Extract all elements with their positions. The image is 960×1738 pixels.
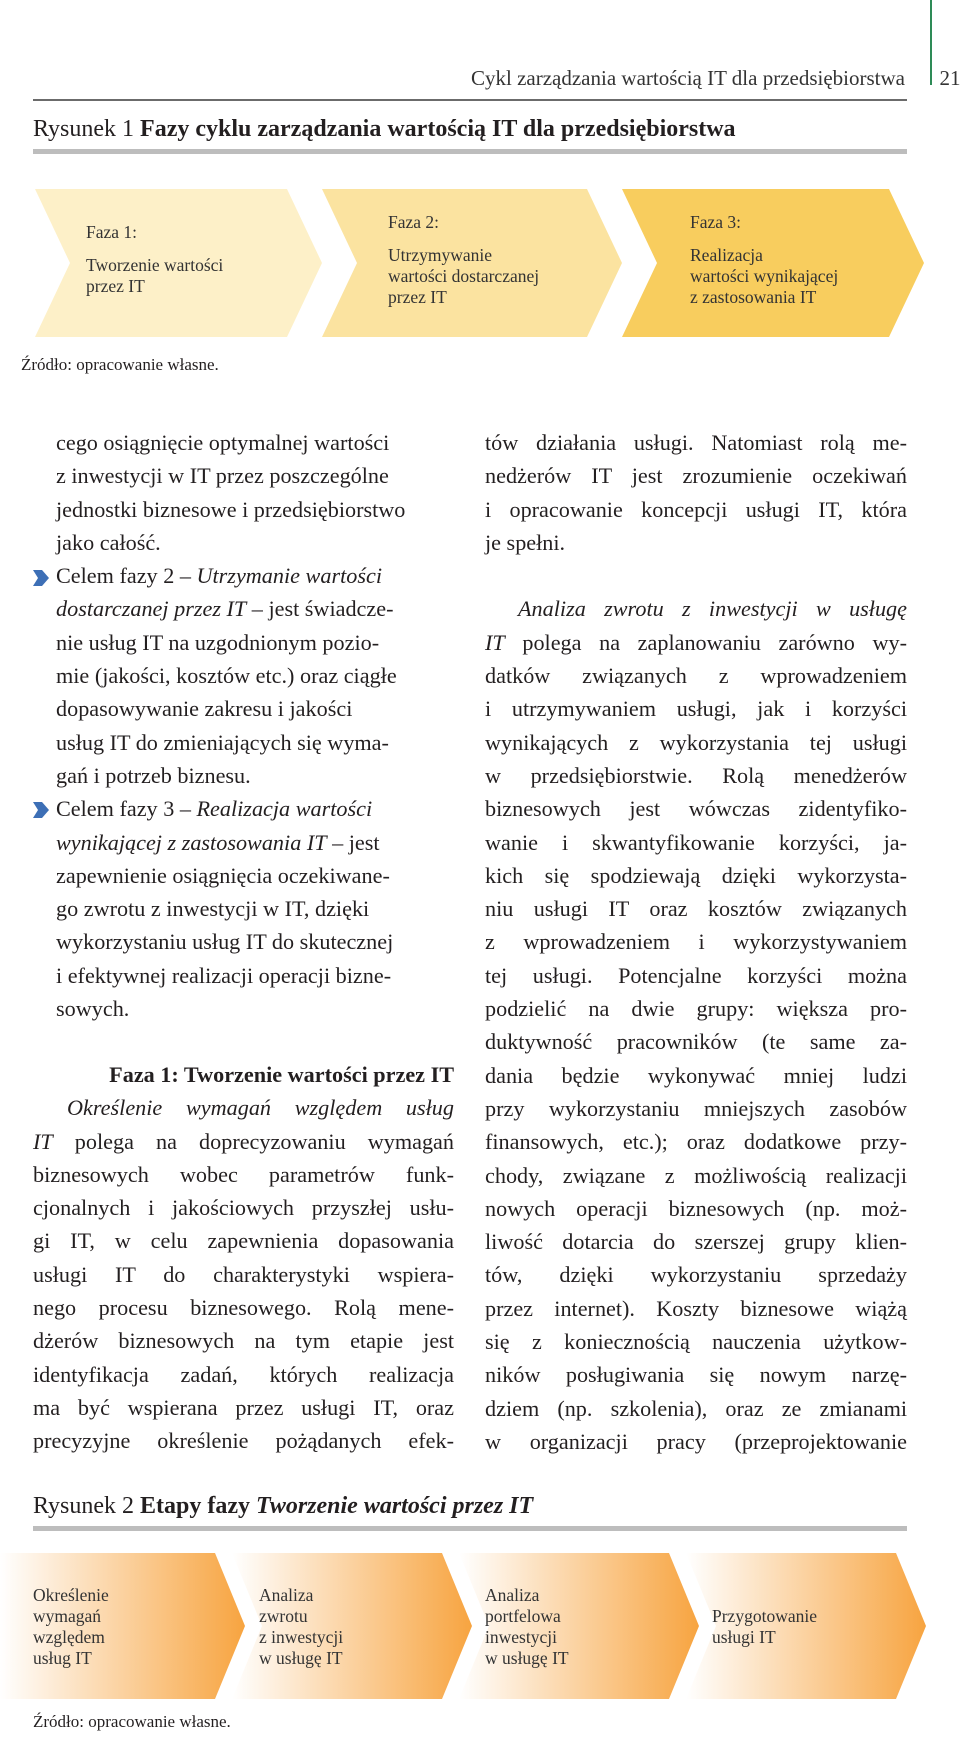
- figure2-source: Źródło: opracowanie własne.: [33, 1712, 231, 1731]
- figure2-title: Rysunek 2 Etapy fazy Tworzenie wartości przez IT: [33, 1493, 534, 1519]
- arrow-bullet-icon: [30, 566, 52, 590]
- stage4-text: Przygotowanie usługi IT: [712, 1606, 817, 1647]
- phase3-name: Faza 3:: [690, 212, 742, 232]
- stage1-text: Określenie wymagań względem usług IT: [33, 1585, 109, 1668]
- header-rule: [33, 99, 907, 101]
- figure1-source: Źródło: opracowanie własne.: [21, 355, 219, 374]
- figure1-title: Rysunek 1 Fazy cyklu zarządzania wartością IT dla przedsiębiorstwa: [33, 116, 736, 142]
- arrow-bullet-icon: [30, 798, 52, 822]
- bullet3-line2: wynikającej z zastosowania IT – jest: [56, 829, 380, 855]
- phase2-text: Faza 2: Utrzymywanie wartości dostarczanej przez IT: [388, 212, 540, 307]
- right-column: tów działania usługi. Natomiast rolą me- nedżerów IT jest zrozumienie oczekiwań i opracowanie koncepcji usługi IT, która je spełni. Analiza zwrotu z inwestycji w usługę IT polega na zaplanowaniu zarówno wy- datków związanych z wprowadzeniem i utrzymywaniem usługi, jak i korzyści wynikających z wykorzystania tej usługi w przedsiębiorstwie. Rolą menedżerów biznesowych jest wówczas zidentyfiko- wanie i skwantyfikowanie korzyści, ja- kich się spodziewają dzięki wykorzysta- niu usługi IT oraz kosztów związanych z wprowadzeniem i wykorzystywaniem tej usługi. Potencjalne korzyści można podzielić na dwie grupy: większa pro- duktywność pracowników (te same za- dania będzie wykonywać mniej ludzi przy wykorzystaniu mniejszych zasobów finansowych, etc.); oraz dodatkowe przy- chody, związane z możliwością realizacji nowych operacji biznesowych (np. moż- liwość dotarcia do szerszej grupy klien- tów, dzięki wykorzystaniu sprzedaży przez internet). Koszty biznesowe wiążą się z koniecznością nauczenia użytkow- ników posługiwania się nowym narzę- dziem (np. szkolenia), oraz ze zmianami w organizacji pracy (przeprojektowanie: [485, 430, 907, 1454]
- section-heading: Faza 1: Tworzenie wartości przez IT: [109, 1062, 454, 1087]
- para-line2: IT polega na doprecyzowaniu wymagań: [33, 1128, 454, 1154]
- phase1-name: Faza 1:: [86, 222, 138, 242]
- figure2-rule: [33, 1526, 907, 1531]
- phase2-name: Faza 2:: [388, 212, 440, 232]
- phase1-text: Faza 1: Tworzenie wartości przez IT: [86, 222, 224, 296]
- right-para-line1: Analiza zwrotu z inwestycji w usługę: [518, 596, 907, 622]
- running-title: Cykl zarządzania wartością IT dla przedsiębiorstwa: [470, 66, 905, 90]
- para-line1: Określenie wymagań względem usług: [67, 1095, 454, 1121]
- margin-accent-line: [930, 0, 932, 85]
- left-column: cego osiągnięcie optymalnej wartości z inwestycji w IT przez poszczególne jednostki biznesowe i przedsiębiorstwo jako całość. Celem fazy 2 – Utrzymanie wartości dostarczanej przez IT – jest świadcze- nie usług IT na uzgodnionym pozio- mie (jakości, kosztów etc.) oraz ciągłe dopasowywanie zakresu i jakości usług IT do zmieniających się wyma- gań i potrzeb biznesu. Celem fazy 3 – Realizacja wartości wynikającej z zastosowania IT – jest zapewnienie osiągnięcia oczekiwane- go zwrotu z inwestycji w IT, dzięki wykorzystaniu usług IT do skutecznej i efektywnej realizacji operacji bizne- sowych.: [56, 426, 454, 1025]
- stage2-text: Analiza zwrotu z inwestycji w usługę IT: [259, 1585, 344, 1668]
- bullet2-line2: dostarczanej przez IT – jest świadcze-: [56, 596, 394, 622]
- figure1-rule: [33, 149, 907, 154]
- bullet2-line1: Celem fazy 2 – Utrzymanie wartości: [56, 563, 382, 589]
- page-number: 21: [939, 66, 960, 90]
- right-para-line2: IT polega na zaplanowaniu zarówno wy-: [485, 629, 907, 655]
- left-section: Faza 1: Tworzenie wartości przez IT Określenie wymagań względem usług IT polega na doprecyzowaniu wymagań biznesowych wobec parametrów funk- cjonalnych i jakościowych przyszłej usłu- gi IT, w celu zapewnienia dopasowania usługi IT do charakterystyki wspiera- nego procesu biznesowego. Rolą mene- dżerów biznesowych na tym etapie jest identyfikacja zadań, których realizacja ma być wspierana przez usługi IT, oraz precyzyjne określenie pożądanych efek-: [33, 1058, 454, 1458]
- stage3-text: Analiza portfelowa inwestycji w usługę IT: [485, 1585, 569, 1668]
- bullet3-line1: Celem fazy 3 – Realizacja wartości: [56, 796, 373, 822]
- phase3-text: Faza 3: Realizacja wartości wynikającej z zastosowania IT: [690, 212, 839, 307]
